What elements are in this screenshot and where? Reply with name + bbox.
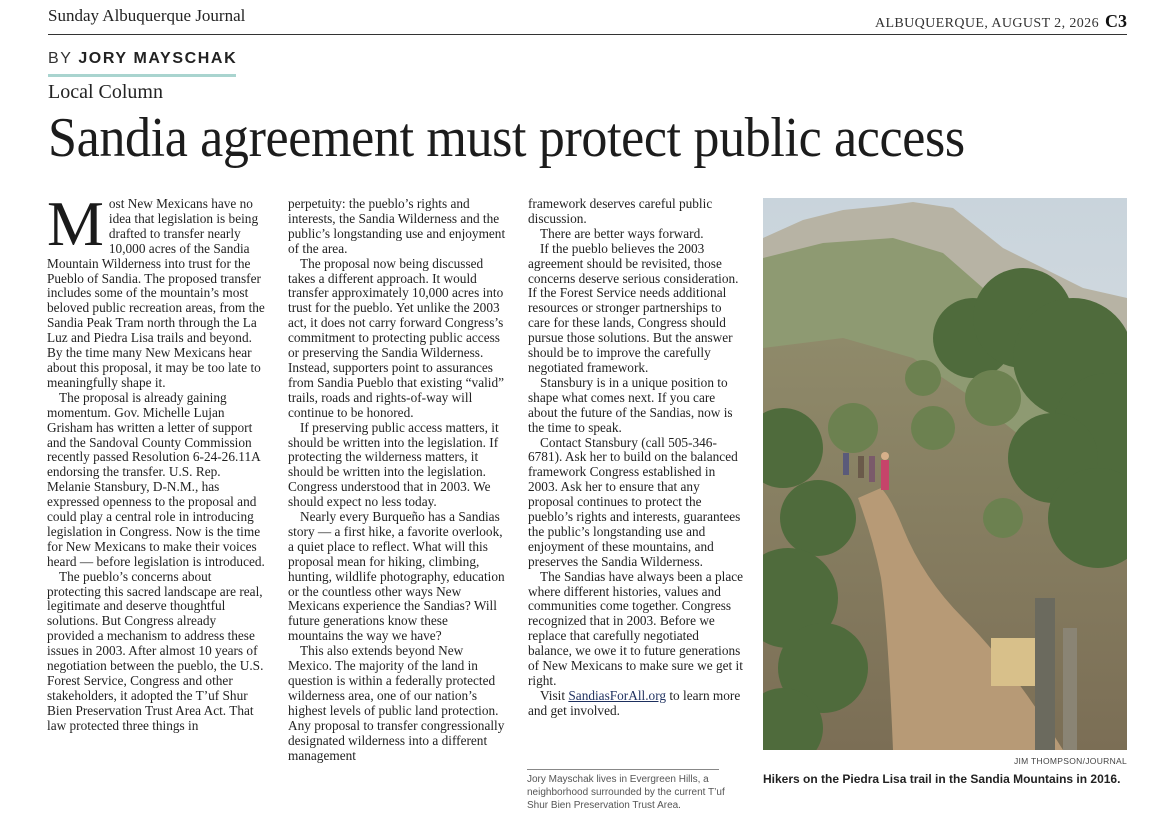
article-paragraph: Nearly every Burqueño has a Sandias story — a first hike, a favorite overlook, a quiet place to reflect. What will this proposal mean for hiking, climbing, hunting, wildlife photography, education or the countless other ways New Mexicans experience the Sandias? Will future generations know these mountains the way we have? [288, 509, 505, 644]
author-bio: Jory Mayschak lives in Evergreen Hills, a neighborhood surrounded by the current T’uf Shur Bien Preservation Trust Area. [527, 774, 725, 811]
photo-credit: JIM THOMPSON/JOURNAL [1013, 756, 1127, 766]
article-paragraph: The proposal is already gaining momentum. Gov. Michelle Lujan Grisham has written a letter of support and the Sandoval County Commission recently passed Resolution 6-24-26.11A endorsing the transfer. U.S. Rep. Melanie Stansbury, D-N.M., has expressed openness to the proposal and could play a central role in introducing legislation in Congress. Now is the time for New Mexicans to make their voices heard — before legislation is introduced. [47, 389, 265, 569]
article-paragraph: The proposal now being discussed takes a different approach. It would transfer approximately 10,000 acres into trust for the pueblo. Yet unlike the 2003 act, it does not carry forward Congress’s commitment to protecting public access or preserving the Sandia Wilderness. Instead, supporters point to assurances from Sandia Pueblo that existing “valid” trails, roads and rights-of-way will continue to be honored. [288, 255, 505, 420]
dateline-text: ALBUQUERQUE, AUGUST 2, 2026 [874, 16, 1099, 31]
closing-text-after: to learn more and get involved. [528, 687, 741, 718]
article-paragraph: The Sandias have always been a place where different histories, values and communities come together. Congress recognized that in 2003. Before we replace that carefully negotiated balance, we owe it to future generations of New Mexicans to make sure we get it right. [528, 568, 744, 688]
article-paragraph: This also extends beyond New Mexico. The majority of the land in question is within a federally protected wilderness area, one of our nation’s highest levels of public land protection. Any proposal to transfer congressionally designated wilderness into a different management [288, 643, 505, 763]
bio-rule [527, 769, 719, 770]
headline: Sandia agreement must protect public access [48, 107, 965, 169]
article-paragraph: If the pueblo believes the 2003 agreement should be revisited, those concerns deserve serious consideration. If the Forest Service needs additional resources or stronger partnerships to care for these lands, Congress should pursue those solutions. But the answer should be to improve the carefully negotiated framework. [528, 240, 739, 375]
byline-author: JORY MAYSCHAK [78, 50, 238, 67]
drop-cap: M [47, 188, 104, 259]
article-column-2 [288, 197, 506, 763]
article-paragraph: There are better ways forward. [540, 225, 704, 241]
byline-underline [48, 74, 236, 77]
article-paragraph: perpetuity: the pueblo’s rights and interests, the Sandia Wilderness and the public’s longstanding use and enjoyment of the area. [288, 196, 506, 256]
masthead-rule [48, 34, 1127, 35]
website-link[interactable]: SandiasForAll.org [568, 687, 667, 703]
closing-paragraph [528, 689, 746, 719]
byline [48, 50, 237, 68]
article-column-3 [528, 197, 746, 719]
article-paragraph: framework deserves careful public discussion. [528, 196, 713, 226]
dateline [875, 11, 1127, 32]
trail-photo [763, 198, 1127, 750]
byline-prefix: BY [48, 50, 73, 67]
section-label: Local Column [48, 81, 163, 103]
closing-text-before: Visit [540, 687, 569, 703]
page-number: C3 [1105, 11, 1127, 31]
article-paragraph: If preserving public access matters, it should be written into the legislation. If protecting the wilderness matters, it should be written into the legislation. Congress understood that in 2003. We should expect no less today. [288, 419, 499, 510]
article-paragraph: Stansbury is in a unique position to shape what comes next. If you care about the future of the Sandias, now is the time to speak. [528, 374, 733, 435]
article-paragraph [47, 188, 265, 391]
publication-name: Sunday Albuquerque Journal [48, 6, 246, 25]
article-paragraph: Contact Stansbury (call 505-346-6781). Ask her to build on the balanced framework Congress established in 2003. Ask her to ensure that any proposal continues to protect the pueblo’s rights and interests, guarantees the public’s longstanding use and enjoyment of these mountains, and preserves the Sandia Wilderness. [528, 434, 741, 569]
article-column-1 [47, 188, 265, 734]
photo-caption: Hikers on the Piedra Lisa trail in the Sandia Mountains in 2016. [763, 772, 1121, 786]
paragraph-text: ost New Mexicans have no idea that legislation is being drafted to transfer nearly 10,000 acres of the Sandia Mountain Wilderness into trust for the Pueblo of Sandia. The proposed transfer includes some of the mountain’s most beloved public recreation areas, from the Sandia Peak Tram north through the La Luz and Piedra Lisa trails and beyond. By the time many New Mexicans hear about this proposal, it may be too late to meaningfully shape it. [47, 196, 265, 390]
article-paragraph: The pueblo’s concerns about protecting this sacred landscape are real, legitimate and deserve thoughtful solutions. But Congress already provided a mechanism to address these issues in 2003. After almost 10 years of negotiation between the pueblo, the U.S. Forest Service, Congress and other stakeholders, it adopted the T’uf Shur Bien Preservation Trust Area Act. That law protected three things in [47, 568, 264, 733]
